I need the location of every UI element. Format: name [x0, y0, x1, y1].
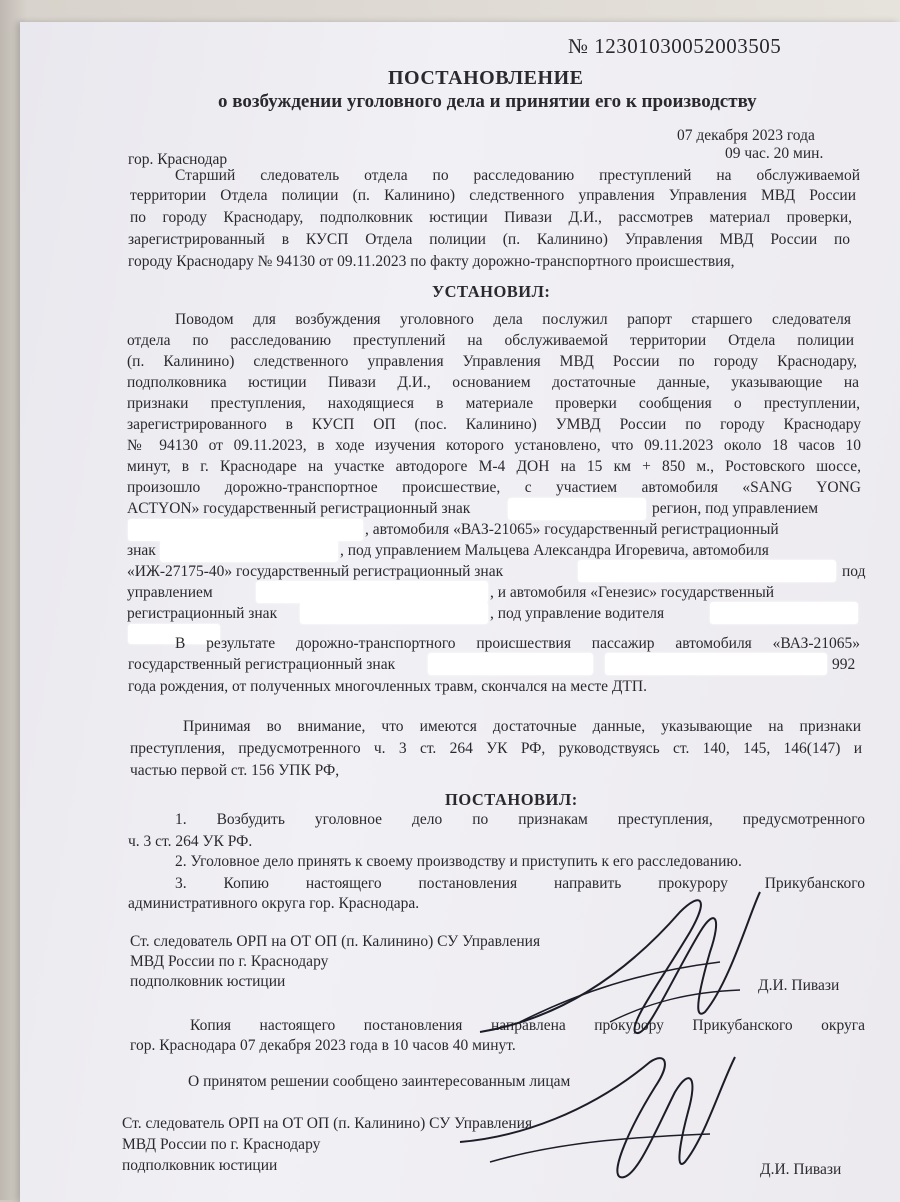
established-line: № 94130 от 09.11.2023, в ходе изучения которого установлено, что 09.11.2023 около 18 часов 10 [127, 437, 861, 454]
resolution-item: 3. Копию настоящего постановления направить прокурору Прикубанского [175, 875, 865, 892]
document-subtitle: о возбуждении уголовного дела и принятии его к производству [218, 91, 757, 112]
signatory-name: Д.И. Пивази [760, 1161, 842, 1178]
established-line: регистрационный знак [127, 605, 278, 622]
document-title: ПОСТАНОВЛЕНИЕ [388, 67, 584, 89]
redaction-block [160, 540, 338, 562]
redaction-block [508, 498, 646, 520]
signatory-rank: подполковник юстиции [122, 1157, 278, 1174]
document-city: гор. Краснодар [128, 151, 228, 168]
established-line: «ИЖ-27175-40» государственный регистрационный знак [127, 563, 504, 580]
established-line: управлением [127, 584, 213, 601]
intro-line: по городу Краснодару, подполковник юстиции Пивази Д.И., рассмотрев материал проверки, [130, 209, 852, 226]
copy-notice-line: Копия настоящего постановления направлена прокурору Прикубанского округа [190, 1017, 865, 1034]
established-line: , под управление водителя [490, 605, 665, 622]
document-time: 09 час. 20 мин. [725, 145, 824, 162]
established-line: Поводом для возбуждения уголовного дела послужил рапорт старшего следователя [175, 311, 851, 328]
established-line: подполковника юстиции Пивази Д.И., основанием достаточные данные, указывающие на [127, 374, 859, 391]
considering-line: преступления, предусмотренного ч. 3 ст. 264 УК РФ, руководствуясь ст. 140, 145, 146(147) и [130, 740, 862, 757]
considering-line: частью первой ст. 156 УПК РФ, [130, 762, 340, 779]
redaction-block [428, 653, 593, 675]
resolution-item: ч. 3 ст. 264 УК РФ. [128, 833, 253, 850]
established-line: , под управлением Мальцева Александра Игоревича, автомобиля [340, 542, 769, 559]
handwritten-signature [450, 1042, 750, 1202]
established-line: ACTYON» государственный регистрационный знак [127, 500, 471, 517]
established-line: отдела по расследованию преступлений на обслуживаемой территории Отдела полиции [127, 332, 854, 349]
signatory-position: МВД России по г. Краснодару [122, 1136, 321, 1153]
established-heading: УСТАНОВИЛ: [432, 282, 551, 301]
document-sheet [20, 22, 900, 1202]
intro-line: зарегистрированный в КУСП Отдела полиции (п. Калинино) Управления МВД России по [128, 231, 850, 248]
intro-line: Старший следователь отдела по расследованию преступлений на обслуживаемой [175, 167, 860, 184]
established-line: , и автомобиля «Генезис» государственный [490, 584, 775, 601]
result-line: 992 [832, 656, 856, 673]
redaction-block [605, 653, 827, 675]
redaction-block [256, 581, 488, 603]
notice-line: О принятом решении сообщено заинтересованным лицам [188, 1073, 571, 1090]
case-number: № 12301030052003505 [568, 34, 782, 58]
established-line: признаки преступления, находящиеся в материале проверки сообщения о преступлении, [127, 395, 860, 412]
resolved-heading: ПОСТАНОВИЛ: [445, 790, 578, 809]
redaction-block [300, 602, 488, 624]
established-line: знак [127, 542, 156, 559]
result-line: государственный регистрационный знак [128, 656, 396, 673]
signatory-name: Д.И. Пивази [758, 977, 840, 994]
redaction-block [128, 519, 363, 541]
signatory-position: Ст. следователь ОРП на ОТ ОП (п. Калинино) СУ Управления [122, 1115, 533, 1132]
established-line: регион, под управлением [652, 500, 819, 517]
redaction-block [710, 602, 858, 624]
established-line: зарегистрированного в КУСП ОП (пос. Калинино) УМВД России по городу Краснодару [127, 416, 861, 433]
established-line: , автомобиля «ВАЗ-21065» государственный регистрационный [365, 521, 779, 538]
document-date: 07 декабря 2023 года [677, 127, 815, 144]
established-line: минут, в г. Краснодаре на участке автодороге М-4 ДОН на 15 км + 850 м., Ростовского шоссе, [127, 458, 861, 475]
redaction-block [578, 560, 836, 582]
signatory-position: Ст. следователь ОРП на ОТ ОП (п. Калинино) СУ Управления [130, 933, 541, 950]
resolution-item: административного округа гор. Краснодара. [128, 895, 420, 912]
resolution-item: 1. Возбудить уголовное дело по признакам преступления, предусмотренного [175, 811, 865, 828]
established-line: произошло дорожно-транспортное происшествие, с участием автомобиля «SANG YONG [127, 479, 861, 496]
signatory-position: МВД России по г. Краснодару [130, 953, 329, 970]
resolution-item: 2. Уголовное дело принять к своему производству и приступить к его расследованию. [175, 853, 742, 870]
signatory-rank: подполковник юстиции [130, 973, 286, 990]
intro-line: городу Краснодару № 94130 от 09.11.2023 по факту дорожно-транспортного происшествия, [128, 253, 735, 270]
established-line: под [842, 563, 866, 580]
considering-line: Принимая во внимание, что имеются достаточные данные, указывающие на признаки [183, 718, 861, 735]
result-line: года рождения, от полученных многочленных травм, скончался на месте ДТП. [128, 678, 647, 695]
result-line: В результате дорожно-транспортного происшествия пассажир автомобиля «ВАЗ-21065» [175, 635, 860, 652]
handwritten-signature [460, 872, 780, 1052]
copy-notice-line: гор. Краснодара 07 декабря 2023 года в 10 часов 40 минут. [130, 1037, 516, 1054]
intro-line: территории Отдела полиции (п. Калинино) следственного управления Управления МВД России [130, 187, 856, 204]
established-line: (п. Калинино) следственного управления Управления МВД России по городу Краснодару, [127, 353, 857, 370]
